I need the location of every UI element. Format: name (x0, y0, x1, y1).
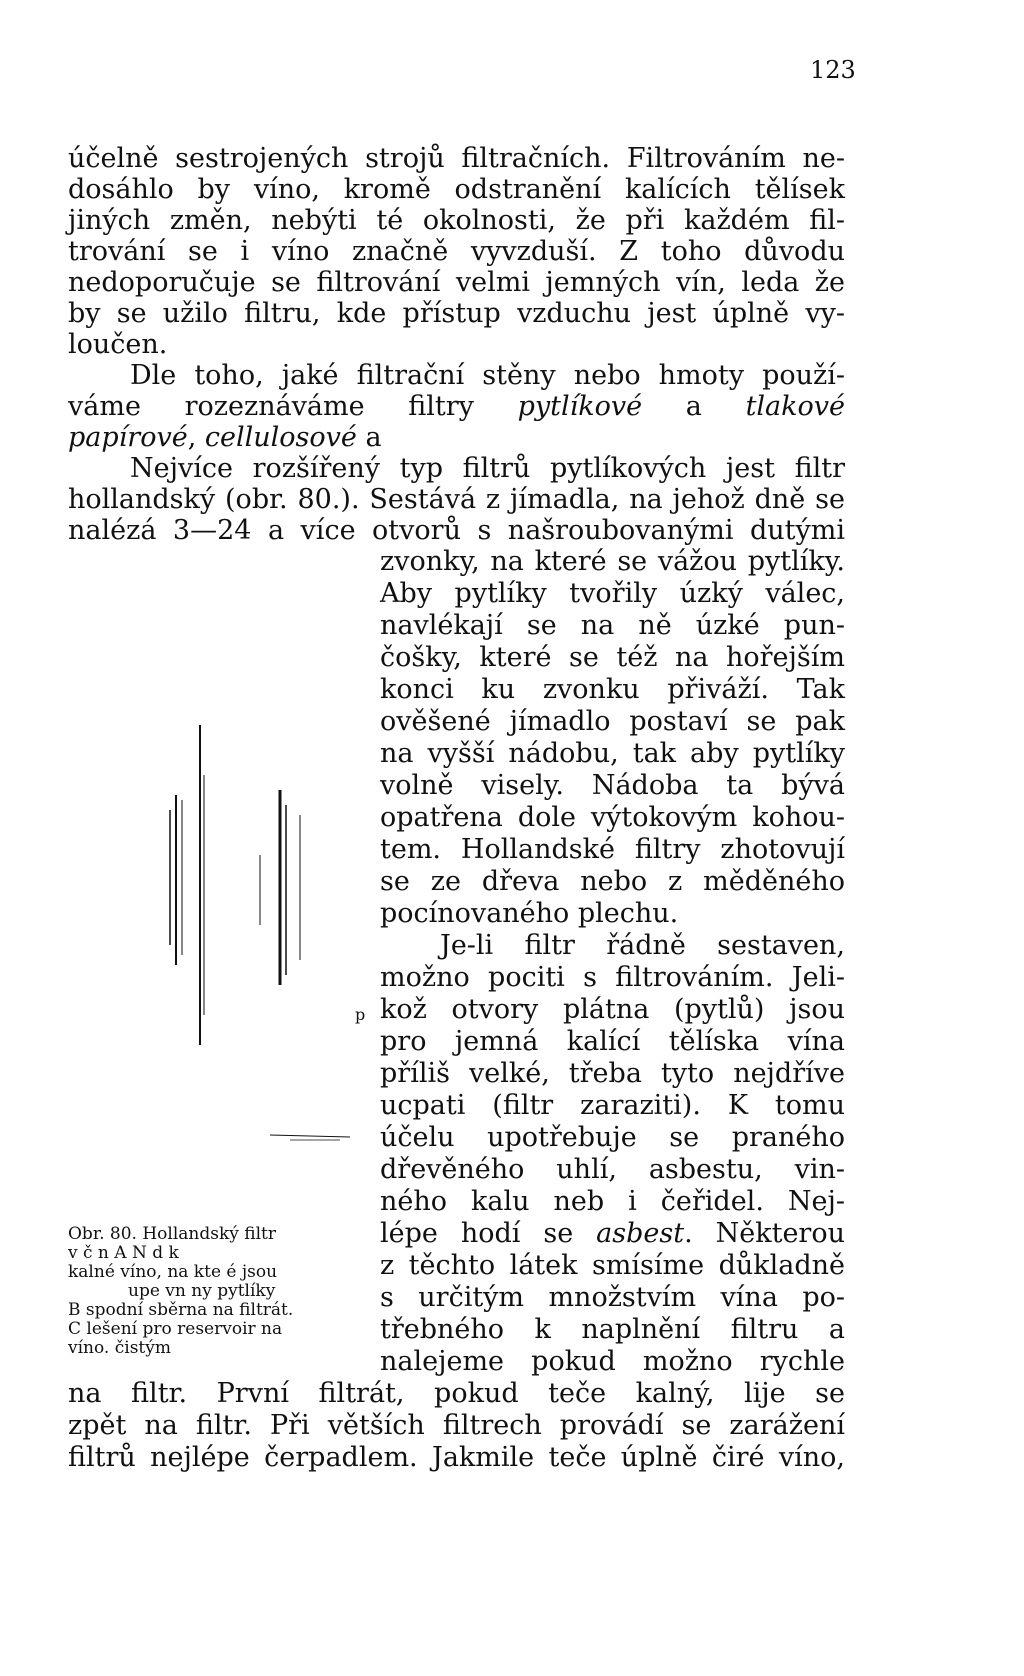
text-span: váme rozeznáváme filtry (68, 391, 518, 422)
text-line: na vyšší nádobu, tak aby pytlíky (380, 738, 845, 769)
text-line: nalejeme pokud možno rychle (380, 1346, 845, 1377)
text-line: pocínovaného plechu. (380, 898, 679, 929)
figure-caption (68, 1225, 368, 1358)
caption-line: upe vn ny pytlíky (128, 1281, 276, 1301)
text-line: na filtr. První filtrát, pokud teče kalný, lije se (68, 1378, 845, 1409)
text-line: třebného k naplnění filtru a (380, 1314, 845, 1345)
caption-line: Obr. 80. Hollandský filtr (68, 1224, 276, 1244)
text-line (380, 1218, 845, 1250)
text-span: , (187, 422, 205, 453)
italic-term: pytlíkové (517, 391, 643, 422)
filter-drawing-svg (160, 715, 370, 1215)
text-line: navlékají se na ně úzké pun- (380, 610, 845, 641)
text-line: trování se i víno značně vyvzduší. Z toho důvodu (68, 236, 845, 267)
text-line: ověšené jímadlo postaví se pak (380, 706, 845, 737)
caption-line: víno. čistým (68, 1338, 171, 1358)
text-line: Nejvíce rozšířený typ filtrů pytlíkových jest filtr (130, 453, 845, 484)
figure-mark-label: p (355, 1005, 366, 1024)
text-line: loučen. (68, 329, 168, 360)
text-line: tem. Hollandské filtry zhotovují (380, 834, 845, 865)
text-line: nedoporučuje se filtrování velmi jemných vín, leda že (68, 267, 845, 298)
text-line: příliš velké, třeba tyto nejdříve (380, 1058, 845, 1089)
text-line: Je-li filtr řádně sestaven, (440, 930, 845, 961)
text-line: Dle toho, jaké filtrační stěny nebo hmoty použí- (130, 360, 845, 391)
text-line: hollandský (obr. 80.). Sestává z jímadla, na jehož dně se (68, 484, 845, 515)
text-line: by se užilo filtru, kde přístup vzduchu jest úplně vy- (68, 298, 845, 329)
caption-line: C lešení pro reservoir na (68, 1319, 283, 1339)
text-line: účelně sestrojených strojů filtračních. Filtrováním ne- (68, 143, 845, 174)
text-line (68, 391, 845, 423)
text-line: z těchto látek smísíme důkladně (380, 1250, 845, 1281)
text-line: ucpati (filtr zaraziti). K tomu (380, 1090, 845, 1121)
text-span: lépe hodí se (380, 1218, 597, 1249)
text-line: zpět na filtr. Při větších filtrech provádí se zarážení (68, 1410, 845, 1441)
text-line: opatřena dole výtokovým kohou- (380, 802, 845, 833)
caption-line: B spodní sběrna na filtrát. (68, 1300, 294, 1320)
text-line: jiných změn, nebýti té okolnosti, že při každém fil- (68, 205, 845, 236)
text-line: možno pociti s filtrováním. Jeli- (380, 962, 845, 993)
text-line: účelu upotřebuje se praného (380, 1122, 845, 1153)
text-line: s určitým množstvím vína po- (380, 1282, 845, 1313)
text-line: konci ku zvonku přiváží. Tak (380, 674, 845, 705)
italic-term: asbest (596, 1218, 685, 1249)
text-line: Aby pytlíky tvořily úzký válec, (380, 578, 845, 609)
text-span: a (642, 391, 746, 422)
text-line: dřevěného uhlí, asbestu, vin- (380, 1154, 845, 1185)
italic-term: papírové (68, 422, 188, 453)
text-line: zvonky, na které se vážou pytlíky. (380, 546, 845, 577)
text-line: volně visely. Nádoba ta bývá (380, 770, 845, 801)
text-line: se ze dřeva nebo z měděného (380, 866, 845, 897)
text-line: ného kalu neb i čeřidel. Nej- (380, 1186, 845, 1217)
text-line: čošky, které se též na hořejším (380, 642, 845, 673)
text-line: filtrů nejlépe čerpadlem. Jakmile teče úplně čiré víno, (68, 1442, 845, 1473)
text-span: . Některou (684, 1218, 845, 1249)
caption-line: kalné víno, na kte é jsou (68, 1262, 278, 1282)
italic-term: tlakové (745, 391, 845, 422)
text-line: nalézá 3—24 a více otvorů s našroubovanými dutými (68, 515, 845, 546)
text-span: a (356, 422, 382, 453)
text-line: dosáhlo by víno, kromě odstranění kalících tělísek (68, 174, 845, 205)
italic-term: cellulosové (204, 422, 357, 453)
text-line: pro jemná kalící tělíska vína (380, 1026, 845, 1057)
text-line (68, 422, 382, 454)
text-line: kož otvory plátna (pytlů) jsou (380, 994, 845, 1025)
caption-line: v č n A N d k (68, 1243, 179, 1263)
page-number: 123 (810, 56, 856, 84)
filter-illustration (160, 715, 370, 1215)
